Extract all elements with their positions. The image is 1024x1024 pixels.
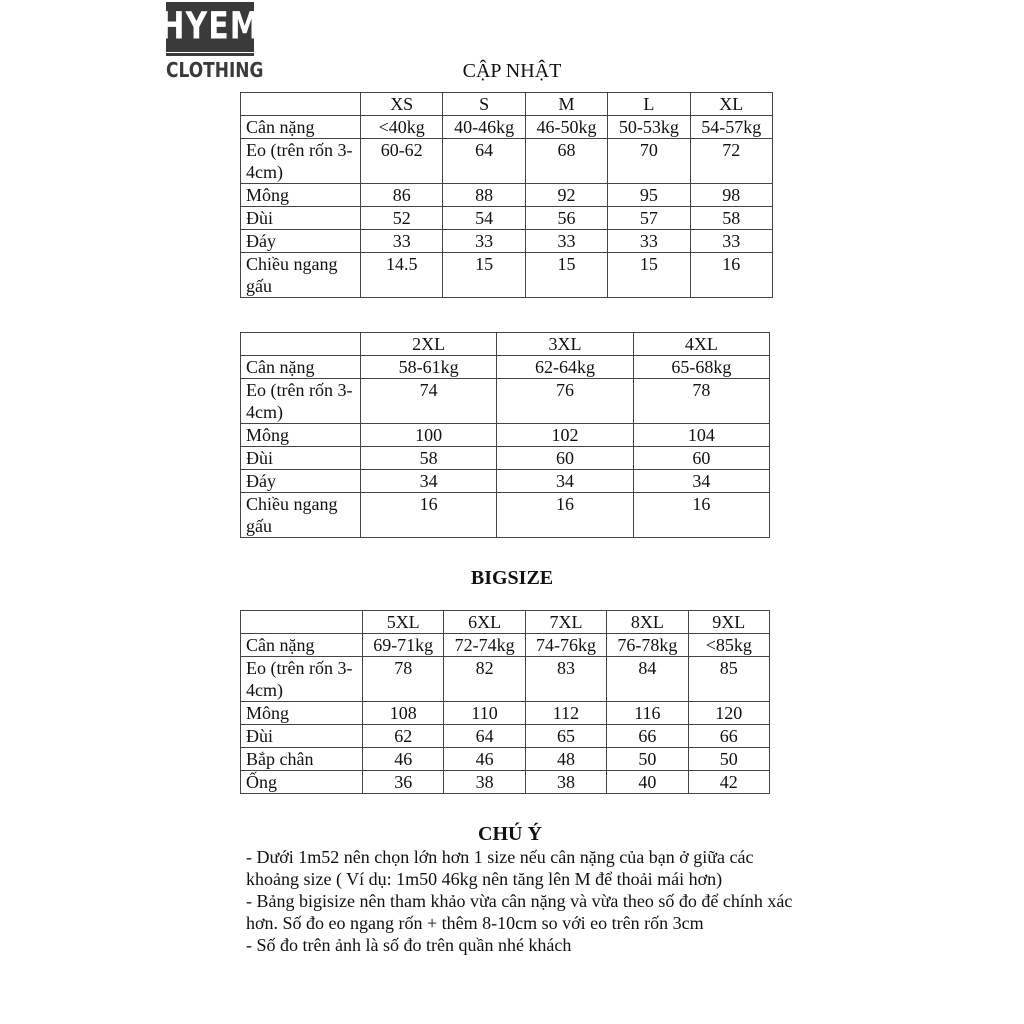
measurement-value-cell: 58-61kg xyxy=(361,356,497,379)
measurement-value-cell: 40 xyxy=(607,771,688,794)
notes-title: CHÚ Ý xyxy=(478,823,542,845)
measurement-value-cell: 64 xyxy=(443,139,525,184)
measurement-value-cell: 68 xyxy=(525,139,607,184)
table-row xyxy=(241,493,770,538)
measurement-value-cell: 34 xyxy=(497,470,633,493)
measurement-label-cell: Cân nặng xyxy=(241,116,361,139)
note-line: - Bảng bigisize nên tham khảo vừa cân nặng và vừa theo số đo để chính xác hơn. Số đo eo ngang rốn + thêm 8-10cm so với eo trên rốn 3cm xyxy=(246,891,793,933)
logo-brand-text: HYEM xyxy=(166,2,254,52)
measurement-value-cell: 50 xyxy=(607,748,688,771)
measurement-value-cell: 78 xyxy=(363,657,444,702)
measurement-value-cell: <40kg xyxy=(361,116,443,139)
measurement-value-cell: 86 xyxy=(361,184,443,207)
measurement-value-cell: 102 xyxy=(497,424,633,447)
measurement-label-cell: Mông xyxy=(241,424,361,447)
measurement-value-cell: 110 xyxy=(444,702,525,725)
note-line: - Dưới 1m52 nên chọn lớn hơn 1 size nếu cân nặng của bạn ở giữa các khoảng size ( Ví dụ: 1m50 46kg nên tăng lên M để thoải mái hơn) xyxy=(246,847,754,889)
measurement-value-cell: 15 xyxy=(443,253,525,298)
measurement-value-cell: 33 xyxy=(525,230,607,253)
measurement-value-cell: 70 xyxy=(608,139,690,184)
measurement-value-cell: 65 xyxy=(525,725,606,748)
measurement-value-cell: 58 xyxy=(361,447,497,470)
measurement-value-cell: 72 xyxy=(690,139,772,184)
table-row xyxy=(241,424,770,447)
measurement-label-cell: Eo (trên rốn 3-4cm) xyxy=(241,657,363,702)
measurement-value-cell: 116 xyxy=(607,702,688,725)
measurement-value-cell: 60 xyxy=(633,447,769,470)
measurement-value-cell: 34 xyxy=(633,470,769,493)
size-header-cell: XL xyxy=(690,93,772,116)
measurement-value-cell: 15 xyxy=(525,253,607,298)
bigsize-title: BIGSIZE xyxy=(470,567,554,589)
measurement-value-cell: 112 xyxy=(525,702,606,725)
measurement-value-cell: 33 xyxy=(608,230,690,253)
size-header-cell: 2XL xyxy=(361,333,497,356)
measurement-value-cell: 76-78kg xyxy=(607,634,688,657)
measurement-value-cell: 66 xyxy=(688,725,769,748)
table-row xyxy=(241,230,773,253)
measurement-value-cell: 62 xyxy=(363,725,444,748)
table-row xyxy=(241,379,770,424)
measurement-label-cell: Đùi xyxy=(241,725,363,748)
measurement-value-cell: 16 xyxy=(690,253,772,298)
measurement-value-cell: 78 xyxy=(633,379,769,424)
measurement-value-cell: 60-62 xyxy=(361,139,443,184)
update-title: CẬP NHẬT xyxy=(462,60,562,82)
measurement-label-cell: Đùi xyxy=(241,207,361,230)
measurement-value-cell: 72-74kg xyxy=(444,634,525,657)
measurement-label-cell: Cân nặng xyxy=(241,356,361,379)
table-row xyxy=(241,634,770,657)
table-row xyxy=(241,356,770,379)
measurement-value-cell: 46 xyxy=(444,748,525,771)
table-row xyxy=(241,702,770,725)
table-row xyxy=(241,771,770,794)
size-table-regular xyxy=(240,92,773,298)
size-header-cell: XS xyxy=(361,93,443,116)
header-corner-cell xyxy=(241,93,361,116)
table-row xyxy=(241,116,773,139)
measurement-value-cell: 92 xyxy=(525,184,607,207)
measurement-value-cell: 58 xyxy=(690,207,772,230)
measurement-value-cell: 83 xyxy=(525,657,606,702)
measurement-label-cell: Đáy xyxy=(241,230,361,253)
table-row xyxy=(241,184,773,207)
measurement-value-cell: 120 xyxy=(688,702,769,725)
measurement-value-cell: 74 xyxy=(361,379,497,424)
size-header-cell: 3XL xyxy=(497,333,633,356)
table-row xyxy=(241,470,770,493)
logo-sub-text: CLOTHING xyxy=(166,59,264,83)
measurement-value-cell: 33 xyxy=(361,230,443,253)
size-header-cell: 7XL xyxy=(525,611,606,634)
measurement-value-cell: 54 xyxy=(443,207,525,230)
size-header-cell: S xyxy=(443,93,525,116)
table-row xyxy=(241,657,770,702)
header-corner-cell xyxy=(241,611,363,634)
table-row xyxy=(241,725,770,748)
table-header-row xyxy=(241,333,770,356)
note-line: - Số đo trên ảnh là số đo trên quần nhé khách xyxy=(246,935,572,955)
measurement-value-cell: 42 xyxy=(688,771,769,794)
measurement-label-cell: Chiều ngang gấu xyxy=(241,253,361,298)
header-corner-cell xyxy=(241,333,361,356)
measurement-value-cell: 62-64kg xyxy=(497,356,633,379)
measurement-value-cell: 33 xyxy=(690,230,772,253)
measurement-value-cell: 54-57kg xyxy=(690,116,772,139)
measurement-label-cell: Đùi xyxy=(241,447,361,470)
notes-section xyxy=(246,846,806,956)
size-header-cell: M xyxy=(525,93,607,116)
measurement-value-cell: 108 xyxy=(363,702,444,725)
measurement-value-cell: 16 xyxy=(361,493,497,538)
measurement-label-cell: Mông xyxy=(241,702,363,725)
size-table-bigsize xyxy=(240,610,770,794)
measurement-value-cell: 69-71kg xyxy=(363,634,444,657)
measurement-label-cell: Eo (trên rốn 3-4cm) xyxy=(241,379,361,424)
measurement-label-cell: Ống xyxy=(241,771,363,794)
measurement-value-cell: 66 xyxy=(607,725,688,748)
measurement-label-cell: Bắp chân xyxy=(241,748,363,771)
size-header-cell: L xyxy=(608,93,690,116)
measurement-value-cell: 84 xyxy=(607,657,688,702)
measurement-value-cell: <85kg xyxy=(688,634,769,657)
table-header-row xyxy=(241,93,773,116)
measurement-value-cell: 14.5 xyxy=(361,253,443,298)
measurement-value-cell: 46 xyxy=(363,748,444,771)
table-header-row xyxy=(241,611,770,634)
measurement-value-cell: 46-50kg xyxy=(525,116,607,139)
measurement-value-cell: 88 xyxy=(443,184,525,207)
table-row xyxy=(241,748,770,771)
size-header-cell: 6XL xyxy=(444,611,525,634)
size-table-extended xyxy=(240,332,770,538)
measurement-value-cell: 57 xyxy=(608,207,690,230)
measurement-value-cell: 50-53kg xyxy=(608,116,690,139)
table-row xyxy=(241,253,773,298)
table-row xyxy=(241,447,770,470)
measurement-value-cell: 56 xyxy=(525,207,607,230)
measurement-value-cell: 104 xyxy=(633,424,769,447)
measurement-value-cell: 33 xyxy=(443,230,525,253)
measurement-value-cell: 40-46kg xyxy=(443,116,525,139)
size-header-cell: 9XL xyxy=(688,611,769,634)
measurement-value-cell: 48 xyxy=(525,748,606,771)
measurement-label-cell: Mông xyxy=(241,184,361,207)
logo-divider xyxy=(166,53,254,56)
measurement-value-cell: 65-68kg xyxy=(633,356,769,379)
table-row xyxy=(241,207,773,230)
measurement-value-cell: 95 xyxy=(608,184,690,207)
table-row xyxy=(241,139,773,184)
measurement-value-cell: 50 xyxy=(688,748,769,771)
size-header-cell: 5XL xyxy=(363,611,444,634)
measurement-label-cell: Đáy xyxy=(241,470,361,493)
measurement-value-cell: 82 xyxy=(444,657,525,702)
size-header-cell: 4XL xyxy=(633,333,769,356)
measurement-value-cell: 98 xyxy=(690,184,772,207)
measurement-value-cell: 34 xyxy=(361,470,497,493)
measurement-value-cell: 15 xyxy=(608,253,690,298)
measurement-label-cell: Eo (trên rốn 3-4cm) xyxy=(241,139,361,184)
measurement-value-cell: 76 xyxy=(497,379,633,424)
measurement-value-cell: 100 xyxy=(361,424,497,447)
measurement-value-cell: 60 xyxy=(497,447,633,470)
measurement-value-cell: 16 xyxy=(633,493,769,538)
measurement-value-cell: 74-76kg xyxy=(525,634,606,657)
measurement-value-cell: 16 xyxy=(497,493,633,538)
measurement-value-cell: 64 xyxy=(444,725,525,748)
measurement-label-cell: Chiều ngang gấu xyxy=(241,493,361,538)
measurement-value-cell: 52 xyxy=(361,207,443,230)
measurement-label-cell: Cân nặng xyxy=(241,634,363,657)
size-header-cell: 8XL xyxy=(607,611,688,634)
measurement-value-cell: 85 xyxy=(688,657,769,702)
measurement-value-cell: 38 xyxy=(444,771,525,794)
measurement-value-cell: 36 xyxy=(363,771,444,794)
measurement-value-cell: 38 xyxy=(525,771,606,794)
